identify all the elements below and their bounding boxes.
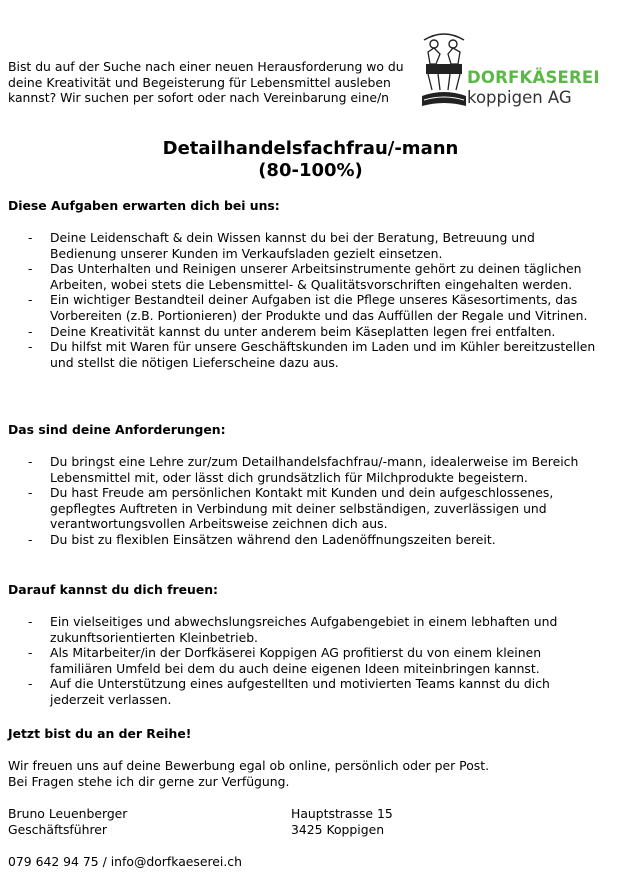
list-marker: - <box>28 230 33 245</box>
list-marker: - <box>28 454 33 469</box>
benefits-heading: Darauf kannst du dich freuen: <box>8 582 219 597</box>
tasks-heading: Diese Aufgaben erwarten dich bei uns: <box>8 198 280 213</box>
job-workload: (80-100%) <box>258 160 363 181</box>
requirements-heading: Das sind deine Anforderungen: <box>8 422 226 437</box>
list-item <box>28 645 603 676</box>
cheesemakers-logo-icon <box>422 30 466 110</box>
intro-text: Bist du auf der Suche nach einer neuen Herausforderung wo du deine Kreativität und Begeisterung für Lebensmittel ausleben kannst? Wir suchen per sofort oder nach Vereinbarung eine/n <box>8 59 404 106</box>
list-item <box>28 454 603 485</box>
list-marker: - <box>28 339 33 355</box>
list-item <box>28 676 603 707</box>
list-marker: - <box>28 531 33 547</box>
list-item-text: Du bist zu flexiblen Einsätzen während den Ladenöffnungszeiten bereit. <box>50 531 496 547</box>
job-title: Detailhandelsfachfrau/-mann <box>162 138 459 159</box>
list-marker: - <box>28 485 33 501</box>
requirements-list <box>28 454 603 548</box>
contact-line: 079 642 94 75 / info@dorfkaeserei.ch <box>8 854 242 869</box>
signatory-role: Geschäftsführer <box>8 821 108 837</box>
address-street: Hauptstrasse 15 <box>291 806 393 821</box>
list-item <box>28 485 603 532</box>
list-marker: - <box>28 676 33 692</box>
list-item-text: Du hilfst mit Waren für unsere Geschäftskunden im Laden und im Kühler bereitzustellen und stellst die nötigen Lieferscheine dazu aus. <box>50 339 596 370</box>
list-marker: - <box>28 292 33 308</box>
list-item-text: Deine Leidenschaft & dein Wissen kannst du bei der Beratung, Betreuung und Bedienung unserer Kunden im Verkaufsladen gezielt einsetzen. <box>50 230 535 261</box>
list-item-text: Auf die Unterstützung eines aufgestellten und motivierten Teams kannst du dich jederzeit verlassen. <box>50 676 550 707</box>
list-item <box>28 532 603 548</box>
list-item <box>28 292 603 323</box>
list-item <box>28 614 603 645</box>
list-item-text: Du hast Freude am persönlichen Kontakt mit Kunden und dein aufgeschlossenes, gepflegtes Auftreten in Verbindung mit deiner selbständigen, zuverlässigen und verantwortungsvollen Arbeitsweise zeichnen dich aus. <box>50 485 554 532</box>
logo-company-name: DORFKÄSEREI <box>467 68 600 87</box>
address-city: 3425 Koppigen <box>291 821 385 837</box>
closing-heading: Jetzt bist du an der Reihe! <box>8 726 192 741</box>
logo-company-suffix: koppigen AG <box>467 88 572 107</box>
list-item-text: Das Unterhalten und Reinigen unserer Arbeitsinstrumente gehört zu deinen täglichen Arbeiten, wobei stets die Lebensmittel- & Qualitätsvorschriften eingehalten werden. <box>50 261 582 292</box>
address-block <box>291 806 393 837</box>
list-item <box>28 261 603 292</box>
list-marker: - <box>28 645 33 661</box>
list-item-text: Ein vielseitiges und abwechslungsreiches Aufgabengebiet in einem lebhaften und zukunftsorientierten Kleinbetrieb. <box>50 614 558 645</box>
list-item <box>28 324 603 340</box>
benefits-list <box>28 614 603 708</box>
list-marker: - <box>28 261 33 277</box>
company-logo <box>422 30 602 112</box>
tasks-list <box>28 230 603 370</box>
list-item <box>28 339 603 370</box>
list-item-text: Du bringst eine Lehre zur/zum Detailhandelsfachfrau/-mann, idealerweise im Bereich Lebensmittel mit, oder lässt dich grundsätzlich für Milchprodukte begeistern. <box>50 454 579 485</box>
list-item-text: Deine Kreativität kannst du unter anderem beim Käseplatten legen frei entfalten. <box>50 323 556 339</box>
list-item <box>28 230 603 261</box>
signature-block <box>8 806 127 837</box>
list-item-text: Als Mitarbeiter/in der Dorfkäserei Koppigen AG profitierst du von einem kleinen familiären Umfeld bei dem du auch deine eigenen Ideen miteinbringen kannst. <box>50 645 542 676</box>
list-item-text: Ein wichtiger Bestandteil deiner Aufgaben ist die Pflege unseres Käsesortiments, das Vorbereiten (z.B. Portionieren) der Produkte und das Auffüllen der Regale und Vitrinen. <box>50 292 588 323</box>
closing-line-application: Wir freuen uns auf deine Bewerbung egal ob online, persönlich oder per Post. <box>8 758 490 773</box>
signatory-name: Bruno Leuenberger <box>8 806 128 821</box>
closing-line-questions: Bei Fragen stehe ich dir gerne zur Verfügung. <box>8 774 290 789</box>
list-marker: - <box>28 614 33 629</box>
list-marker: - <box>28 323 33 339</box>
